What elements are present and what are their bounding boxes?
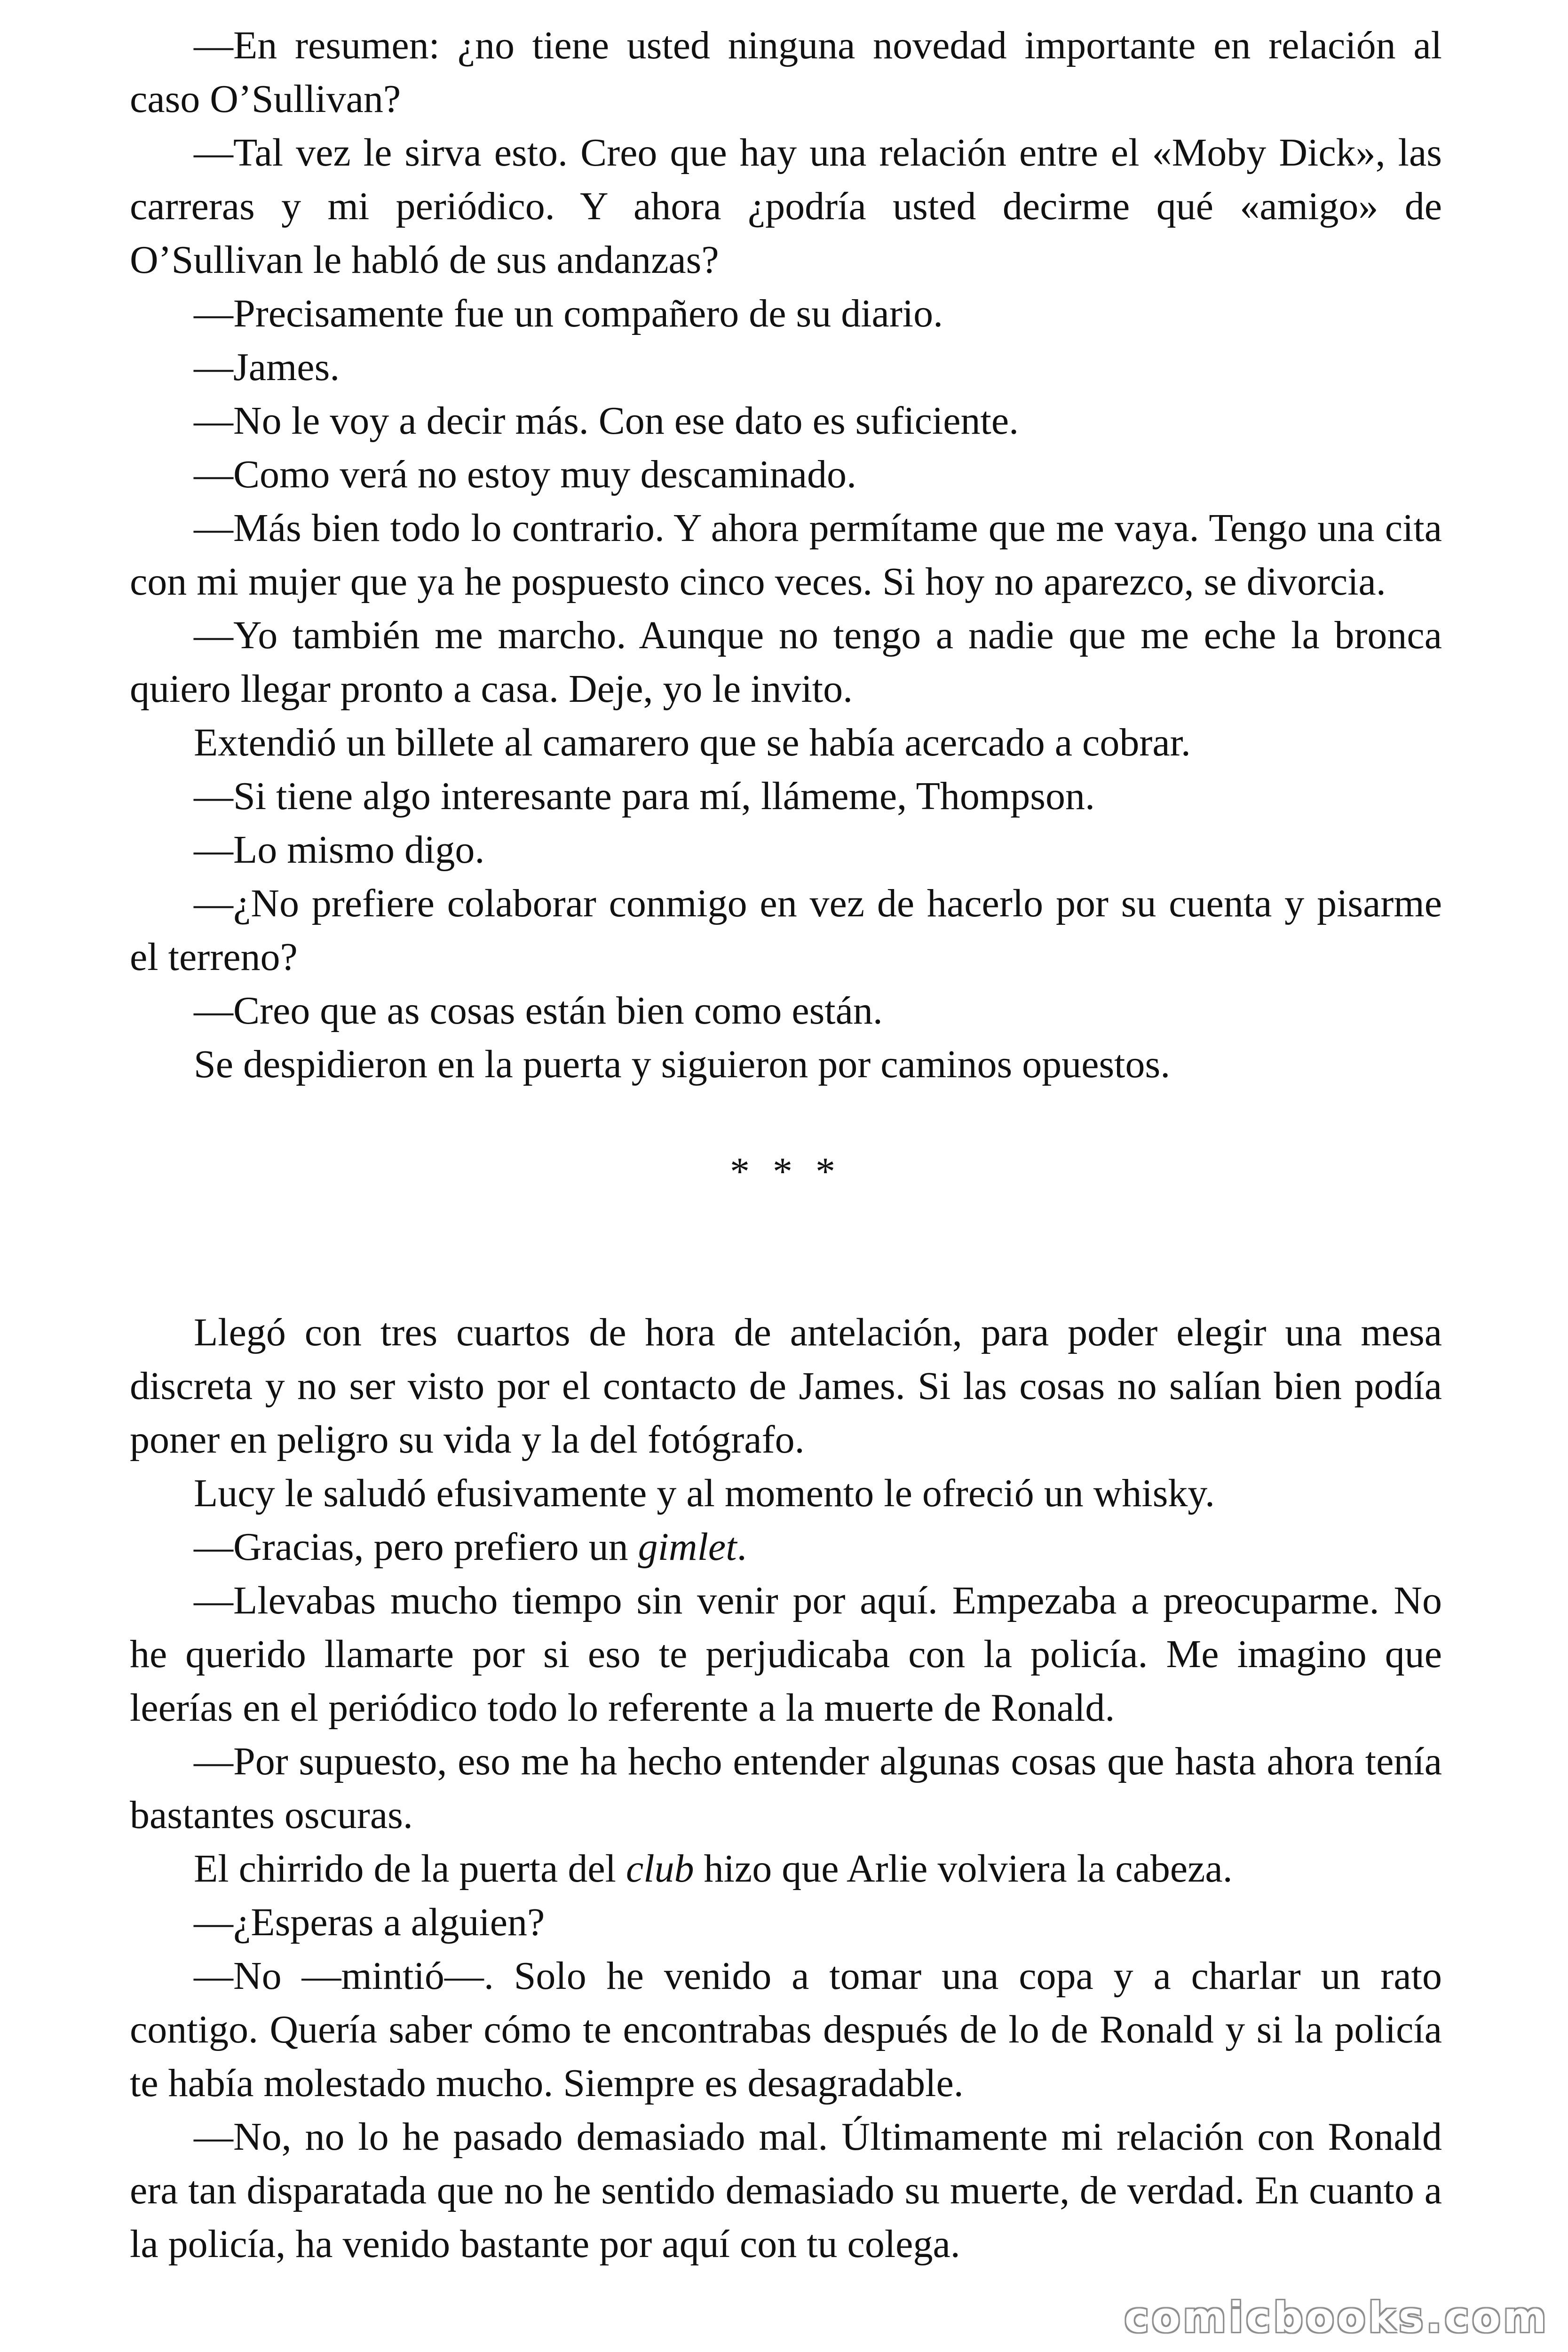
paragraph: —Tal vez le sirva esto. Creo que hay una relación entre el «Moby Dick», las carreras y mi periódico. Y ahora ¿podría usted decirme qué «amigo» de O’Sullivan le habló de sus andanzas?	[130, 131, 1442, 282]
watermark: comicbooks.com	[1124, 2293, 1549, 2342]
paragraph: —En resumen: ¿no tiene usted ninguna novedad importante en relación al caso O’Sullivan?	[130, 24, 1442, 121]
paragraph: —No le voy a decir más. Con ese dato es suficiente.	[194, 399, 1019, 443]
paragraph: —Como verá no estoy muy descaminado.	[194, 453, 857, 496]
paragraph: —No —mintió—. Solo he venido a tomar una copa y a charlar un rato contigo. Quería saber cómo te encontrabas después de lo de Ronald y si la policía te había molestado mucho. Siempre es desagradable.	[130, 1954, 1442, 2105]
paragraph: —James.	[194, 345, 340, 389]
paragraph: —¿No prefiere colaborar conmigo en vez de hacerlo por su cuenta y pisarme el terreno?	[130, 882, 1442, 979]
paragraph: —Precisamente fue un compañero de su diario.	[194, 292, 943, 335]
paragraph: —Lo mismo digo.	[194, 828, 485, 872]
paragraph	[130, 1842, 1442, 1896]
paragraph: —No, no lo he pasado demasiado mal. Últimamente mi relación con Ronald era tan disparatada que no he sentido demasiado su muerte, de verdad. En cuanto a la policía, ha venido bastante por aquí con tu colega.	[130, 2115, 1442, 2266]
italic-text: club	[626, 1847, 694, 1891]
paragraph: —Yo también me marcho. Aunque no tengo a nadie que me eche la bronca quiero llegar pronto a casa. Deje, yo le invito.	[130, 613, 1442, 711]
paragraph: Se despidieron en la puerta y siguieron por caminos opuestos.	[194, 1042, 1171, 1086]
text-run: hizo que Arlie volviera la cabeza.	[694, 1847, 1233, 1891]
paragraph: —Creo que as cosas están bien como están.	[194, 989, 883, 1033]
paragraph: —Por supuesto, eso me ha hecho entender algunas cosas que hasta ahora tenía bastantes oscuras.	[130, 1740, 1442, 1837]
paragraph	[130, 1520, 1442, 1574]
paragraph: Extendió un billete al camarero que se había acercado a cobrar.	[194, 721, 1191, 764]
paragraph: —Llevabas mucho tiempo sin venir por aquí. Empezaba a preocuparme. No he querido llamarte por si eso te perjudicaba con la policía. Me imagino que leerías en el periódico todo lo referente a la muerte de Ronald.	[130, 1579, 1442, 1730]
paragraph: —Si tiene algo interesante para mí, llámeme, Thompson.	[194, 774, 1095, 818]
section-separator: * * *	[730, 1150, 842, 1193]
paragraph: —Más bien todo lo contrario. Y ahora permítame que me vaya. Tengo una cita con mi mujer que ya he pospuesto cinco veces. Si hoy no aparezco, se divorcia.	[130, 506, 1442, 604]
paragraph: Llegó con tres cuartos de hora de antelación, para poder elegir una mesa discreta y no ser visto por el contacto de James. Si las cosas no salían bien podía poner en peligro su vida y la del fotógrafo.	[130, 1311, 1442, 1462]
text-run: .	[736, 1525, 747, 1569]
text-run: El chirrido de la puerta del	[194, 1847, 626, 1891]
text-run: —Gracias, pero prefiero un	[194, 1525, 638, 1569]
book-page	[130, 19, 1442, 2271]
italic-text: gimlet	[638, 1525, 737, 1569]
paragraph: Lucy le saludó efusivamente y al momento le ofreció un whisky.	[194, 1471, 1215, 1515]
paragraph: —¿Esperas a alguien?	[194, 1900, 545, 1944]
